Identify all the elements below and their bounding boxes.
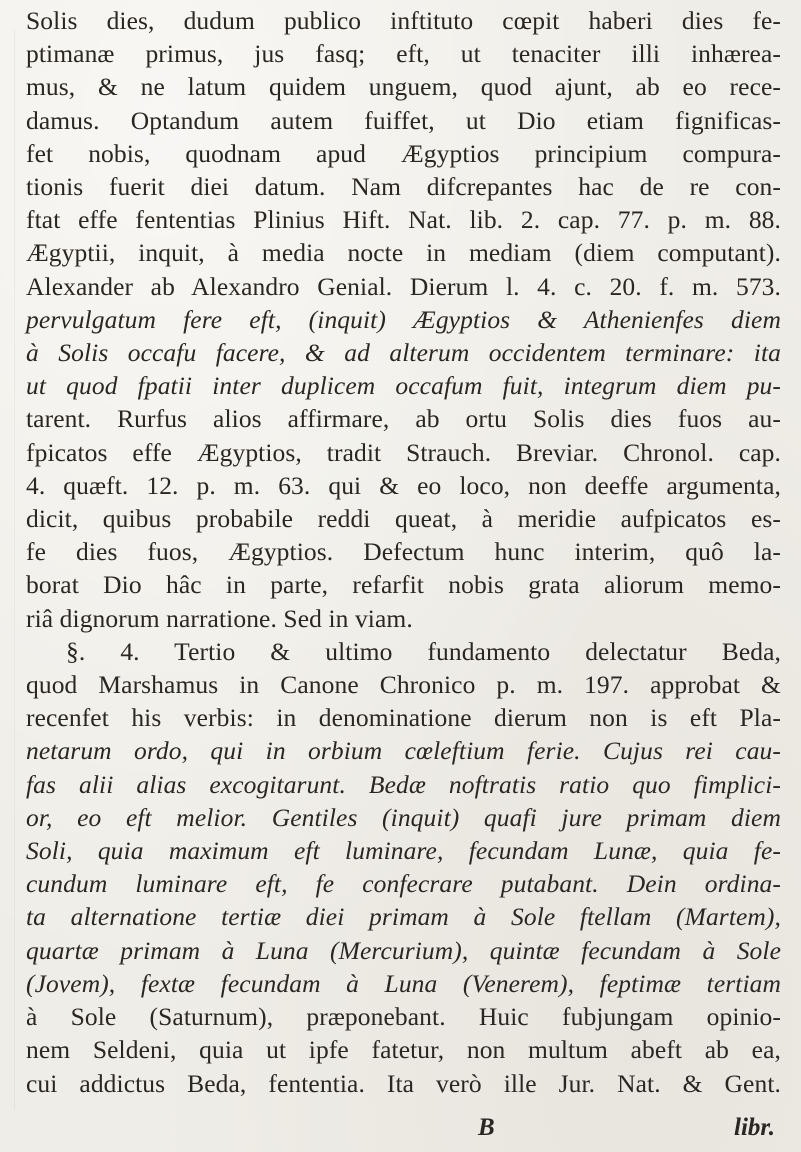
text-line: ut quod fpatii inter duplicem occafum fuit, integrum diem pu- xyxy=(26,371,781,401)
text-line: fe dies fuos, Ægyptios. Defectum hunc interim, quô la- xyxy=(26,537,781,567)
page-gutter-shadow xyxy=(14,30,15,1110)
text-line: riâ dignorum narratione. Sed in viam. xyxy=(26,603,413,633)
signature-mark: B xyxy=(478,1114,495,1141)
paragraph-start-line: §. 4. Tertio & ultimo fundamento delectatur Beda, xyxy=(66,636,781,666)
text-line: recenfet his verbis: in denominatione dierum non is eft Pla- xyxy=(26,703,781,733)
text-line: à Sole (Saturnum), præponebant. Huic fubjungam opinio- xyxy=(26,1002,781,1032)
text-line: 4. quæft. 12. p. m. 63. qui & eo loco, non deeffe argumenta, xyxy=(26,470,781,500)
text-line: or, eo eft melior. Gentiles (inquit) quafi jure primam diem xyxy=(26,802,781,832)
catchword: libr. xyxy=(734,1114,775,1141)
text-line: quod Marshamus in Canone Chronico p. m. 197. approbat & xyxy=(26,670,781,700)
text-line: fet nobis, quodnam apud Ægyptios principium compura- xyxy=(26,138,781,168)
text-line: (Jovem), fextæ fecundam à Luna (Venerem), feptimæ tertiam xyxy=(26,968,781,998)
text-line: netarum ordo, qui in orbium cœleftium ferie. Cujus rei cau- xyxy=(26,736,781,766)
text-line: quartæ primam à Luna (Mercurium), quintæ fecundam à Sole xyxy=(26,935,781,965)
text-line: fas alii alias excogitarunt. Bedæ noftratis ratio quo fimplici- xyxy=(26,769,781,799)
page-footer xyxy=(26,1114,781,1148)
text-line: ptimanæ primus, jus fasq; eft, ut tenaciter illi inhærea- xyxy=(26,39,781,69)
text-line: ftat effe fententias Plinius Hift. Nat. lib. 2. cap. 77. p. m. 88. xyxy=(26,205,781,235)
text-line: borat Dio hâc in parte, refarfit nobis grata aliorum memo- xyxy=(26,570,781,600)
text-line: ta alternatione tertiæ diei primam à Sole ftellam (Martem), xyxy=(26,902,781,932)
text-line: à Solis occafu facere, & ad alterum occidentem terminare: ita xyxy=(26,338,781,368)
text-line: cui addictus Beda, fententia. Ita verò ille Jur. Nat. & Gent. xyxy=(26,1068,781,1098)
text-line: nem Seldeni, quia ut ipfe fatetur, non multum abeft ab ea, xyxy=(26,1035,781,1065)
text-line: Alexander ab Alexandro Genial. Dierum l. 4. c. 20. f. m. 573. xyxy=(26,271,781,301)
text-line: Ægyptii, inquit, à media nocte in mediam (diem computant). xyxy=(26,238,781,268)
text-line: fpicatos effe Ægyptios, tradit Strauch. Breviar. Chronol. cap. xyxy=(26,437,781,467)
text-line: Solis dies, dudum publico inftituto cœpit haberi dies fe- xyxy=(26,6,781,35)
text-line: pervulgatum fere eft, (inquit) Ægyptios & Athenienfes diem xyxy=(26,304,781,334)
text-line: Soli, quia maximum eft luminare, fecundam Lunæ, quia fe- xyxy=(26,836,781,866)
page-text-block xyxy=(26,4,781,1100)
text-line: dicit, quibus probabile reddi queat, à meridie aufpicatos es- xyxy=(26,504,781,534)
text-line: tarent. Rurfus alios affirmare, ab ortu Solis dies fuos au- xyxy=(26,404,781,434)
text-line: damus. Optandum autem fuiffet, ut Dio etiam fignificas- xyxy=(26,105,781,135)
text-line: tionis fuerit diei datum. Nam difcrepantes hac de re con- xyxy=(26,172,781,202)
text-line: mus, & ne latum quidem unguem, quod ajunt, ab eo rece- xyxy=(26,72,781,102)
text-line: cundum luminare eft, fe confecrare putabant. Dein ordina- xyxy=(26,869,781,899)
